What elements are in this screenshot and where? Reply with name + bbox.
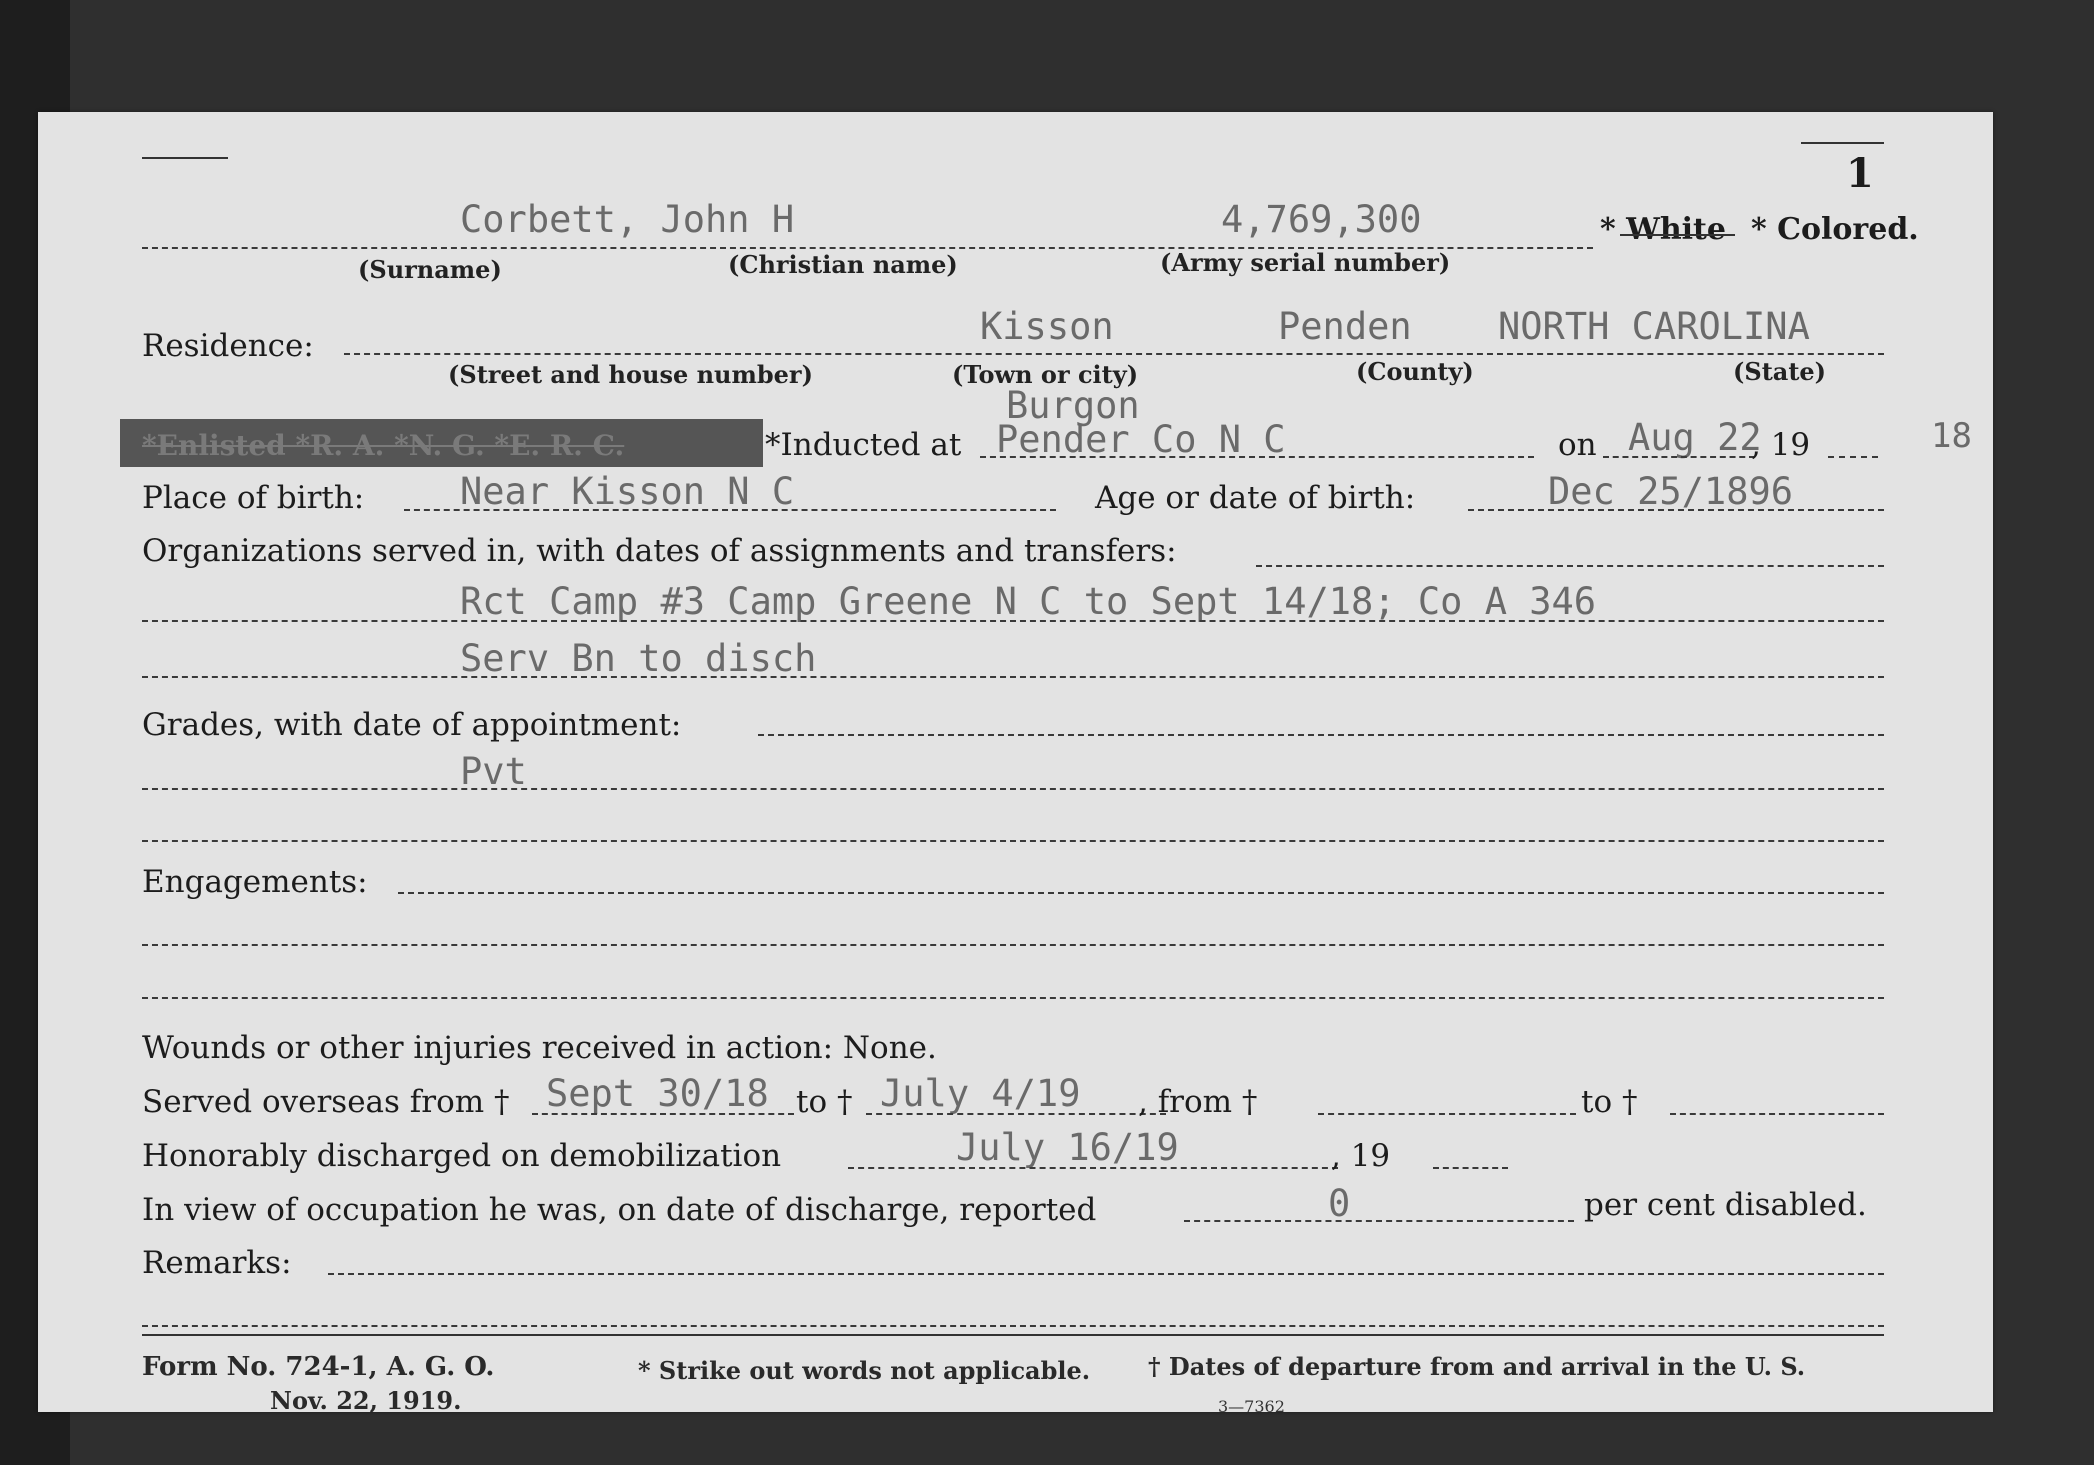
grades-line-1 [142,788,1884,790]
top-right-rule [1801,142,1884,144]
residence-label: Residence: [142,328,314,364]
organizations-line-2 [142,676,1884,678]
race-white-strike [1620,234,1735,236]
name-value: Corbett, John H [460,198,795,241]
race-white: * White [1600,212,1726,247]
residence-line [344,353,1884,355]
birth-place-label: Place of birth: [142,480,365,516]
organizations-label: Organizations served in, with dates of assignments and transfers: [142,533,1177,569]
inducted-place-line2: Pender Co N C [996,418,1286,461]
footer-rule [142,1334,1884,1336]
overseas-from2-label: , from † [1138,1084,1258,1120]
caption-christian-name: (Christian name) [728,250,958,279]
grades-line-0 [758,734,1884,736]
grades-value: Pvt [460,750,527,793]
serial-value: 4,769,300 [1221,198,1422,241]
inducted-year-line [1828,456,1878,458]
wounds-label: Wounds or other injuries received in action: None. [142,1030,937,1066]
discharge-line [848,1167,1338,1169]
engagements-label: Engagements: [142,864,368,900]
residence-state: NORTH CAROLINA [1498,305,1810,348]
discharge-year-label: , 19 [1331,1138,1391,1174]
engagements-line-1 [142,944,1884,946]
organizations-line-1 [142,620,1884,622]
enlisted-redaction-bar: *Enlisted *R. A. *N. G. *E. R. C. [120,419,763,467]
organizations-line-0 [1256,565,1884,567]
inducted-line [980,456,1534,458]
inducted-year-prefix: , 19 [1751,427,1811,463]
disability-line [1184,1220,1574,1222]
disability-suffix: per cent disabled. [1584,1187,1867,1223]
form-date: Nov. 22, 1919. [270,1386,462,1412]
overseas-from-line [532,1113,794,1115]
birth-place-line [404,509,1056,511]
birth-date-line [1468,509,1884,511]
disability-label: In view of occupation he was, on date of discharge, reported [142,1192,1097,1228]
remarks-label: Remarks: [142,1245,292,1281]
discharge-date: July 16/19 [956,1126,1179,1169]
caption-surname: (Surname) [358,255,502,284]
disability-value: 0 [1328,1182,1351,1225]
race-colored: * Colored. [1751,212,1919,247]
birth-date-label: Age or date of birth: [1095,480,1416,516]
overseas-to-label: to † [796,1084,853,1120]
overseas-to2-label: to † [1581,1084,1638,1120]
inducted-date-line [1603,456,1755,458]
organizations-line1-value: Rct Camp #3 Camp Greene N C to Sept 14/18; Co A 346 [460,580,1597,623]
inducted-date: Aug 22 [1628,416,1762,459]
overseas-to-date: July 4/19 [880,1072,1081,1115]
engagements-line-2 [142,997,1884,999]
overseas-to2-line [1670,1113,1884,1115]
birth-place-value: Near Kisson N C [460,470,795,513]
grades-line-2 [142,840,1884,842]
footnote-strike: * Strike out words not applicable. [638,1356,1091,1385]
overseas-to-line [866,1113,1166,1115]
inducted-year-suffix: 18 [1931,416,1972,456]
grades-label: Grades, with date of appointment: [142,707,682,743]
caption-serial: (Army serial number) [1160,248,1451,277]
remarks-line-0 [328,1273,1884,1275]
residence-county: Penden [1278,305,1412,348]
discharge-label: Honorably discharged on demobilization [142,1138,782,1174]
service-record-card [38,112,1993,1412]
print-code: 3—7362 [1218,1397,1285,1412]
overseas-from-label: Served overseas from † [142,1084,510,1120]
form-number: Form No. 724-1, A. G. O. [142,1352,495,1382]
caption-state: (State) [1733,357,1827,386]
overseas-from-date: Sept 30/18 [546,1072,769,1115]
residence-town: Kisson [980,305,1114,348]
inducted-place-line1: Burgon [1006,384,1140,427]
card-number: 1 [1846,150,1874,197]
overseas-from2-line [1318,1113,1576,1115]
caption-town: (Town or city) [952,360,1139,389]
footnote-dates: † Dates of departure from and arrival in the U. S. [1148,1352,1806,1381]
caption-street: (Street and house number) [448,360,813,389]
on-label: on [1558,427,1597,463]
discharge-year-line [1433,1167,1508,1169]
caption-county: (County) [1356,357,1474,386]
top-left-rule [142,157,228,159]
remarks-line-1 [142,1325,1884,1327]
birth-date-value: Dec 25/1896 [1548,470,1794,513]
organizations-line2-value: Serv Bn to disch [460,637,817,680]
inducted-label: *Inducted at [765,427,962,463]
engagements-line-0 [398,892,1884,894]
